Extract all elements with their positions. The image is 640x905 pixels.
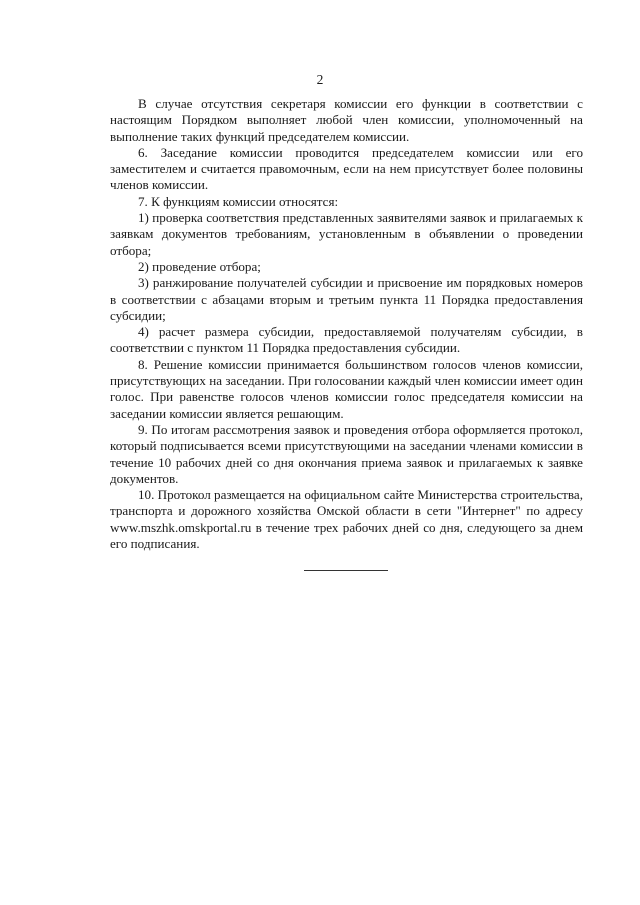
paragraph-item-9: 9. По итогам рассмотрения заявок и проведения отбора оформляется протокол, который подписывается всеми присутствующими на заседании членами комиссии в течение 10 рабочих дней со дня окончания приема заявок и прилагаемых к заявке документов. bbox=[110, 421, 583, 486]
paragraph-item-8: 8. Решение комиссии принимается большинством голосов членов комиссии, присутствующих на заседании. При голосовании каждый член комиссии имеет один голос. При равенстве голосов членов комиссии голос председателя комиссии на заседании комиссии является решающим. bbox=[110, 356, 583, 421]
paragraph-secretary: В случае отсутствия секретаря комиссии его функции в соответствии с настоящим Порядком выполняет любой член комиссии, уполномоченный на выполнение таких функций председателем комиссии. bbox=[110, 96, 583, 144]
paragraph-item-7: 7. К функциям комиссии относятся: bbox=[138, 193, 339, 209]
paragraph-item-6: 6. Заседание комиссии проводится председателем комиссии или его заместителем и считается правомочным, если на нем присутствует более половины членов комиссии. bbox=[110, 144, 583, 193]
paragraph-item-7-1: 1) проверка соответствия представленных заявителями заявок и прилагаемых к заявкам документов требованиям, установленным в объявлении о проведении отбора; bbox=[110, 210, 583, 258]
paragraph-item-7-4: 4) расчет размера субсидии, предоставляемой получателям субсидии, в соответствии с пунктом 11 Порядка предоставления субсидии. bbox=[110, 324, 583, 356]
page-number: 2 bbox=[316, 72, 324, 87]
paragraph-item-10: 10. Протокол размещается на официальном сайте Министерства строительства, транспорта и дорожного хозяйства Омской области в сети "Интернет" по адресу www.mszhk.omskportal.ru в течение трех рабочих дней со дня, следующего за днем его подписания. bbox=[110, 487, 583, 552]
document-body bbox=[110, 96, 583, 552]
end-separator-line bbox=[304, 570, 388, 571]
paragraph-item-7-3: 3) ранжирование получателей субсидии и присвоение им порядковых номеров в соответствии с абзацами вторым и третьим пункта 11 Порядка предоставления субсидии; bbox=[110, 275, 583, 323]
paragraph-item-7-2: 2) проведение отбора; bbox=[138, 258, 261, 274]
